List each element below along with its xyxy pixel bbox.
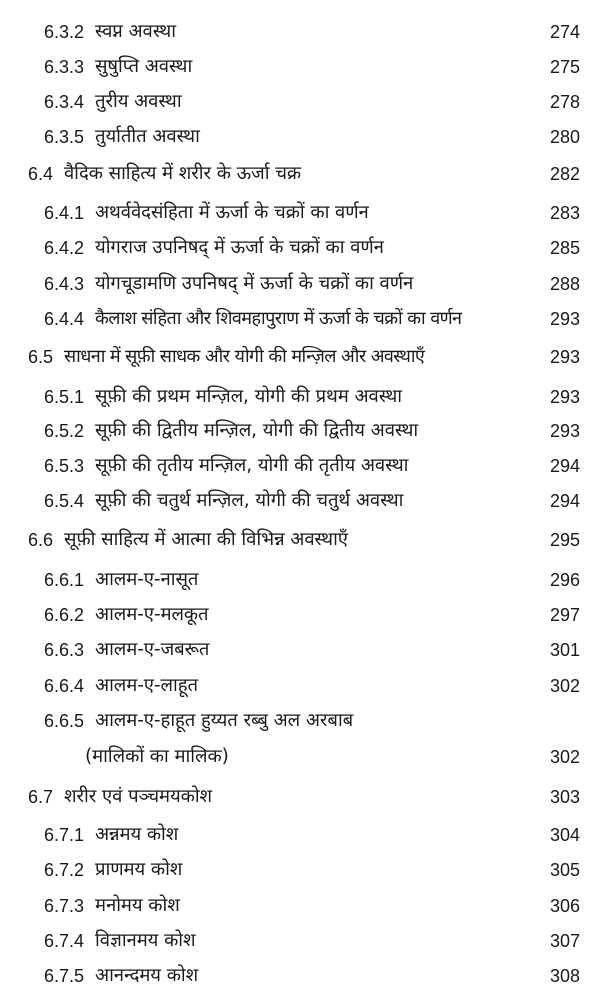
toc-entry — [0, 232, 600, 264]
toc-entry-number: 6.7.1 — [44, 825, 85, 845]
toc-entry-number: 6.3.2 — [44, 22, 85, 42]
toc-entry-number: 6.5.3 — [44, 456, 85, 476]
toc-entry — [0, 960, 600, 992]
toc-entry — [0, 121, 600, 153]
toc-entry-page: 297 — [549, 605, 580, 625]
toc-entry-page: 296 — [549, 570, 580, 590]
toc-entry-page: 307 — [549, 931, 580, 951]
toc-entry-page: 301 — [549, 640, 580, 660]
toc-entry-title: साधना में सूफ़ी साधक और योगी की मन्ज़िल और अवस्थाएँ — [64, 346, 425, 367]
toc-entry — [0, 890, 600, 922]
toc-entry-page: 285 — [549, 238, 580, 258]
toc-entry — [0, 925, 600, 957]
toc-entry-page: 293 — [549, 421, 580, 441]
toc-entry-number: 6.3.5 — [44, 127, 85, 147]
toc-entry-title: शरीर एवं पञ्चमयकोश — [64, 786, 213, 807]
toc-entry-number: 6.7.4 — [44, 931, 85, 951]
toc-entry-number: 6.3.3 — [44, 57, 85, 77]
toc-entry-title: विज्ञानमय कोश — [95, 930, 196, 951]
toc-section-entry — [0, 158, 600, 190]
toc-entry-number: 6.6.2 — [44, 605, 85, 625]
toc-entry-title: सुषुप्ति अवस्था — [95, 56, 193, 77]
toc-entry — [0, 564, 600, 596]
toc-entry-page: 295 — [549, 530, 580, 550]
toc-entry-title: योगचूडामणि उपनिषद् में ऊर्जा के चक्रों का वर्णन — [95, 273, 414, 294]
toc-entry-title: सूफ़ी की द्वितीय मन्ज़िल, योगी की द्वितीय अवस्था — [95, 420, 419, 441]
toc-entry-title: स्वप्न अवस्था — [95, 21, 176, 42]
toc-entry — [0, 819, 600, 851]
toc-entry-page: 280 — [549, 127, 580, 147]
toc-entry — [0, 485, 600, 517]
toc-entry-number: 6.5 — [28, 347, 54, 367]
toc-entry-number: 6.5.2 — [44, 421, 85, 441]
toc-entry-number: 6.5.4 — [44, 491, 85, 511]
toc-entry-title: कैलाश संहिता और शिवमहापुराण में ऊर्जा के चक्रों का वर्णन — [95, 308, 462, 329]
toc-entry-number: 6.4.1 — [44, 203, 85, 223]
toc-entry-number: 6.6.3 — [44, 640, 85, 660]
toc-entry-number: 6.4.3 — [44, 274, 85, 294]
toc-entry-page: 274 — [549, 22, 580, 42]
toc-entry-page: 288 — [549, 274, 580, 294]
toc-entry-page: 308 — [549, 966, 580, 986]
toc-section-entry — [0, 524, 600, 556]
toc-entry-number: 6.6 — [28, 530, 54, 550]
toc-entry — [0, 303, 600, 335]
toc-entry — [0, 415, 600, 447]
toc-entry-number: 6.7.2 — [44, 860, 85, 880]
toc-entry-page: 305 — [549, 860, 580, 880]
toc-entry-title: सूफ़ी की प्रथम मन्ज़िल, योगी की प्रथम अवस्था — [95, 386, 402, 407]
toc-entry-page: 303 — [549, 787, 580, 807]
toc-entry — [0, 16, 600, 48]
toc-entry-title: आलम-ए-लाहूत — [95, 675, 198, 696]
toc-entry-page: 304 — [549, 825, 580, 845]
toc-entry-title: तुरीय अवस्था — [95, 91, 182, 112]
toc-entry-title: योगराज उपनिषद् में ऊर्जा के चक्रों का वर्णन — [95, 237, 384, 258]
toc-section-entry — [0, 781, 600, 813]
toc-section-entry — [0, 341, 600, 373]
toc-entry-title: आलम-ए-नासूत — [95, 569, 199, 590]
toc-entry-page: 275 — [549, 57, 580, 77]
toc-entry-title: सूफ़ी की तृतीय मन्ज़िल, योगी की तृतीय अवस्था — [95, 455, 409, 476]
toc-entry-page: 294 — [549, 456, 580, 476]
toc-entry-page: 293 — [549, 387, 580, 407]
toc-entry-page: 282 — [549, 164, 580, 184]
toc-entry-number: 6.4.2 — [44, 238, 85, 258]
toc-entry-title: प्राणमय कोश — [95, 859, 183, 880]
toc-entry — [0, 268, 600, 300]
toc-entry — [0, 854, 600, 886]
toc-entry-page: 278 — [549, 92, 580, 112]
toc-entry-title: आलम-ए-मलकूत — [95, 604, 209, 625]
toc-entry-title: सूफ़ी साहित्य में आत्मा की विभिन्न अवस्थाएँ — [64, 529, 348, 550]
toc-entry-page: 306 — [549, 896, 580, 916]
toc-entry-number: 6.7.3 — [44, 896, 85, 916]
toc-entry-continuation — [0, 741, 600, 773]
toc-entry — [0, 51, 600, 83]
toc-entry-title: तुर्यातीत अवस्था — [95, 126, 200, 147]
toc-entry-page: 294 — [549, 491, 580, 511]
toc-entry-number: 6.7.5 — [44, 966, 85, 986]
toc-entry-number: 6.4 — [28, 164, 54, 184]
toc-entry-page: 293 — [549, 309, 580, 329]
toc-entry — [0, 381, 600, 413]
toc-entry — [0, 634, 600, 666]
toc-entry-number: 6.4.4 — [44, 309, 85, 329]
toc-entry — [0, 450, 600, 482]
toc-entry-number: 6.7 — [28, 787, 54, 807]
toc-entry-title: आनन्दमय कोश — [95, 965, 199, 986]
toc-entry-title: सूफ़ी की चतुर्थ मन्ज़िल, योगी की चतुर्थ अवस्था — [95, 490, 404, 511]
toc-entry-page: 302 — [549, 676, 580, 696]
toc-entry-title: अथर्ववेदसंहिता में ऊर्जा के चक्रों का वर्णन — [95, 202, 369, 223]
toc-entry-number: 6.5.1 — [44, 387, 85, 407]
toc-entry-page: 302 — [549, 747, 580, 767]
toc-entry — [0, 599, 600, 631]
toc-entry-page: 293 — [549, 347, 580, 367]
toc-entry-title: वैदिक साहित्य में शरीर के ऊर्जा चक्र — [64, 163, 301, 184]
toc-entry — [0, 86, 600, 118]
toc-entry-number: 6.3.4 — [44, 92, 85, 112]
toc-entry-title: मनोमय कोश — [95, 895, 180, 916]
toc-entry-page: 283 — [549, 203, 580, 223]
toc-entry-title: आलम-ए-हाहूत हुय्यत रब्बु अल अरबाब — [95, 710, 354, 731]
toc-entry — [0, 670, 600, 702]
toc-entry-number: 6.6.4 — [44, 676, 85, 696]
toc-entry-number: 6.6.5 — [44, 711, 85, 731]
toc-entry-title: (मालिकों का मालिक) — [85, 746, 229, 767]
toc-entry — [0, 705, 600, 737]
toc-entry-number: 6.6.1 — [44, 570, 85, 590]
toc-entry-title: अन्नमय कोश — [95, 824, 179, 845]
toc-entry — [0, 197, 600, 229]
toc-entry-title: आलम-ए-जबरूत — [95, 639, 210, 660]
